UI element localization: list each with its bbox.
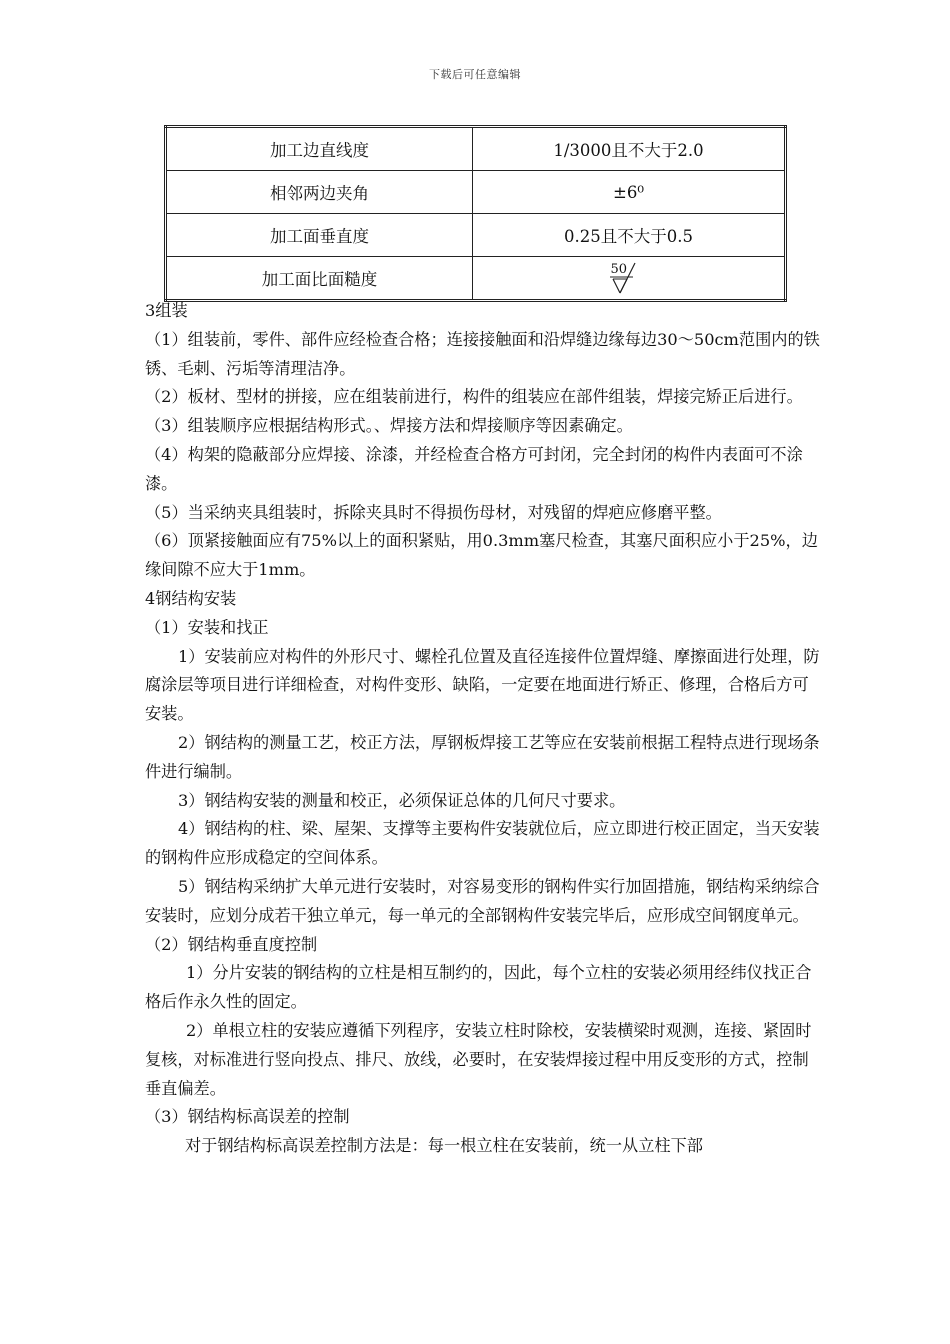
paragraph: （4）构架的隐蔽部分应焊接、涂漆，并经检查合格方可封闭，完全封闭的构件内表面可不涂漆。 (145, 444, 803, 493)
paragraph: 1）安装前应对构件的外形尺寸、螺栓孔位置及直径连接件位置焊缝、摩擦面进行处理，防腐涂层等项目进行详细检查，对构件变形、缺陷，一定要在地面进行矫正、修理，合格后方可安装。 (145, 646, 820, 724)
roughness-value: 50 (610, 262, 628, 277)
subsection-heading: （3）钢结构标高误差的控制 (145, 1107, 350, 1127)
table-row (166, 257, 786, 301)
subsection-heading: （1）安装和找正 (145, 617, 269, 637)
subsection-heading: （2）钢结构垂直度控制 (145, 934, 318, 954)
tolerance-table (164, 125, 787, 302)
paragraph: 1）分片安装的钢结构的立柱是相互制约的，因此，每个立柱的安装必须用经纬仪找正合格后作永久性的固定。 (145, 963, 812, 1012)
paragraph: 2）单根立柱的安装应遵循下列程序，安装立柱时除校，安装横梁时观测，连接、紧固时复核，对标准进行竖向投点、排尺、放线，必要时，在安装焊接过程中用反变形的方式，控制垂直偏差。 (145, 1020, 812, 1098)
table-cell-value: 1/3000且不大于2.0 (473, 127, 786, 171)
table-cell-item: 加工边直线度 (166, 127, 473, 171)
paragraph: （1）组装前，零件、部件应经检查合格；连接接触面和沿焊缝边缘每边30～50cm范围内的铁锈、毛刺、污垢等清理洁净。 (145, 329, 820, 378)
document-body (145, 297, 820, 1161)
section-heading: 3组装 (145, 301, 188, 320)
table-cell-value (473, 257, 786, 301)
paragraph: 4）钢结构的柱、梁、屋架、支撑等主要构件安装就位后，应立即进行校正固定，当天安装的钢构件应形成稳定的空间体系。 (145, 819, 820, 868)
paragraph: 3）钢结构安装的测量和校正，必须保证总体的几何尺寸要求。 (178, 790, 626, 810)
table-row (166, 171, 786, 214)
table-cell-item: 相邻两边夹角 (166, 171, 473, 214)
section-heading: 4钢结构安装 (145, 588, 237, 608)
table-cell-item: 加工面垂直度 (166, 214, 473, 257)
paragraph: （6）顶紧接触面应有75%以上的面积紧贴，用0.3mm塞尺检查，其塞尺面积应小于25%，边缘间隙不应大于1mm。 (145, 531, 818, 580)
paragraph: 2）钢结构的测量工艺，校正方法，厚钢板焊接工艺等应在安装前根据工程特点进行现场条件进行编制。 (145, 732, 820, 781)
table-cell-item: 加工面比面糙度 (166, 257, 473, 301)
table-row (166, 214, 786, 257)
table-row (166, 127, 786, 171)
paragraph: （5）当采纳夹具组装时，拆除夹具时不得损伤母材，对残留的焊疤应修磨平整。 (145, 502, 722, 522)
page-header-note: 下载后可任意编辑 (429, 68, 521, 81)
table-cell-value: 0.25且不大于0.5 (473, 214, 786, 257)
table-cell-value: ±6⁰ (473, 171, 786, 214)
roughness-symbol-icon (609, 261, 649, 295)
paragraph: （3）组装顺序应根据结构形式。、焊接方法和焊接顺序等因素确定。 (145, 416, 633, 436)
paragraph: 对于钢结构标高误差控制方法是：每一根立柱在安装前，统一从立柱下部 (185, 1136, 703, 1156)
paragraph: （2）板材、型材的拼接，应在组装前进行，构件的组装应在部件组装，焊接完矫正后进行。 (145, 387, 803, 407)
paragraph: 5）钢结构采纳扩大单元进行安装时，对容易变形的钢构件实行加固措施，钢结构采纳综合安装时，应划分成若干独立单元，每一单元的全部钢构件安装完毕后，应形成空间钢度单元。 (145, 876, 820, 925)
